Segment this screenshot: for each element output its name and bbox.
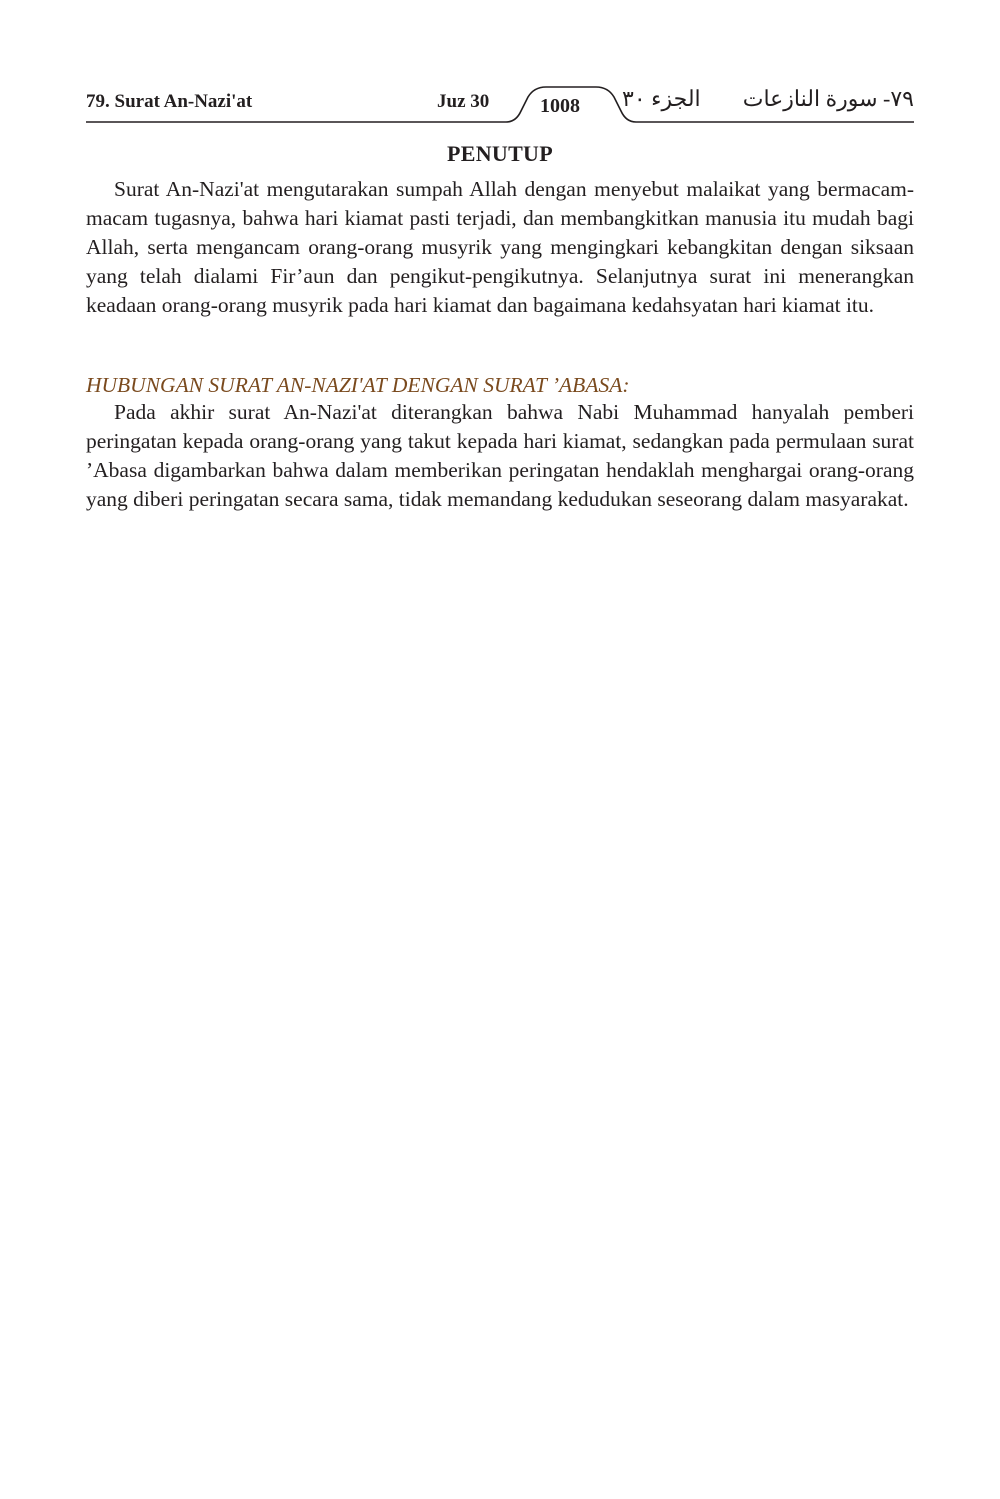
surah-title-latin: 79. Surat An-Nazi'at [86,91,253,112]
surah-title-arabic: ٧٩- سورة النازعات [742,86,914,111]
relation-paragraph: Pada akhir surat An-Nazi'at diterangkan bahwa Nabi Muhammad hanyalah pemberi peringatan kepada orang-orang yang takut kepada hari kiamat, sedangkan pada permulaan surat ’Abasa digambarkan bahwa dalam memberikan peringatan hendaklah menghargai orang-orang yang diberi peringatan secara sama, tidak memandang kedudukan seseorang dalam masyarakat. [86,400,914,511]
juz-label-arabic: الجزء ٣٠ [622,86,701,111]
page-number: 1008 [540,95,580,117]
juz-label-latin: Juz 30 [437,91,490,112]
closing-paragraph: Surat An-Nazi'at mengutarakan sumpah Allah dengan menyebut malaikat yang bermacam-macam tugasnya, bahwa hari kiamat pasti terjadi, dan membangkitkan manusia itu mudah bagi Allah, serta mengancam orang-orang musyrik yang mengingkari kebangkitan dengan siksaan yang telah dialami Fir’aun dan pengikut-pengikutnya. Selanjutnya surat ini menerangkan keadaan orang-orang musyrik pada hari kiamat dan bagaimana kedahsyatan hari kiamat itu. [86,177,914,317]
section-title: PENUTUP [447,141,553,166]
relation-sub-heading: HUBUNGAN SURAT AN-NAZI'AT DENGAN SURAT ’ABASA: [86,373,630,397]
page-header [0,0,1000,130]
